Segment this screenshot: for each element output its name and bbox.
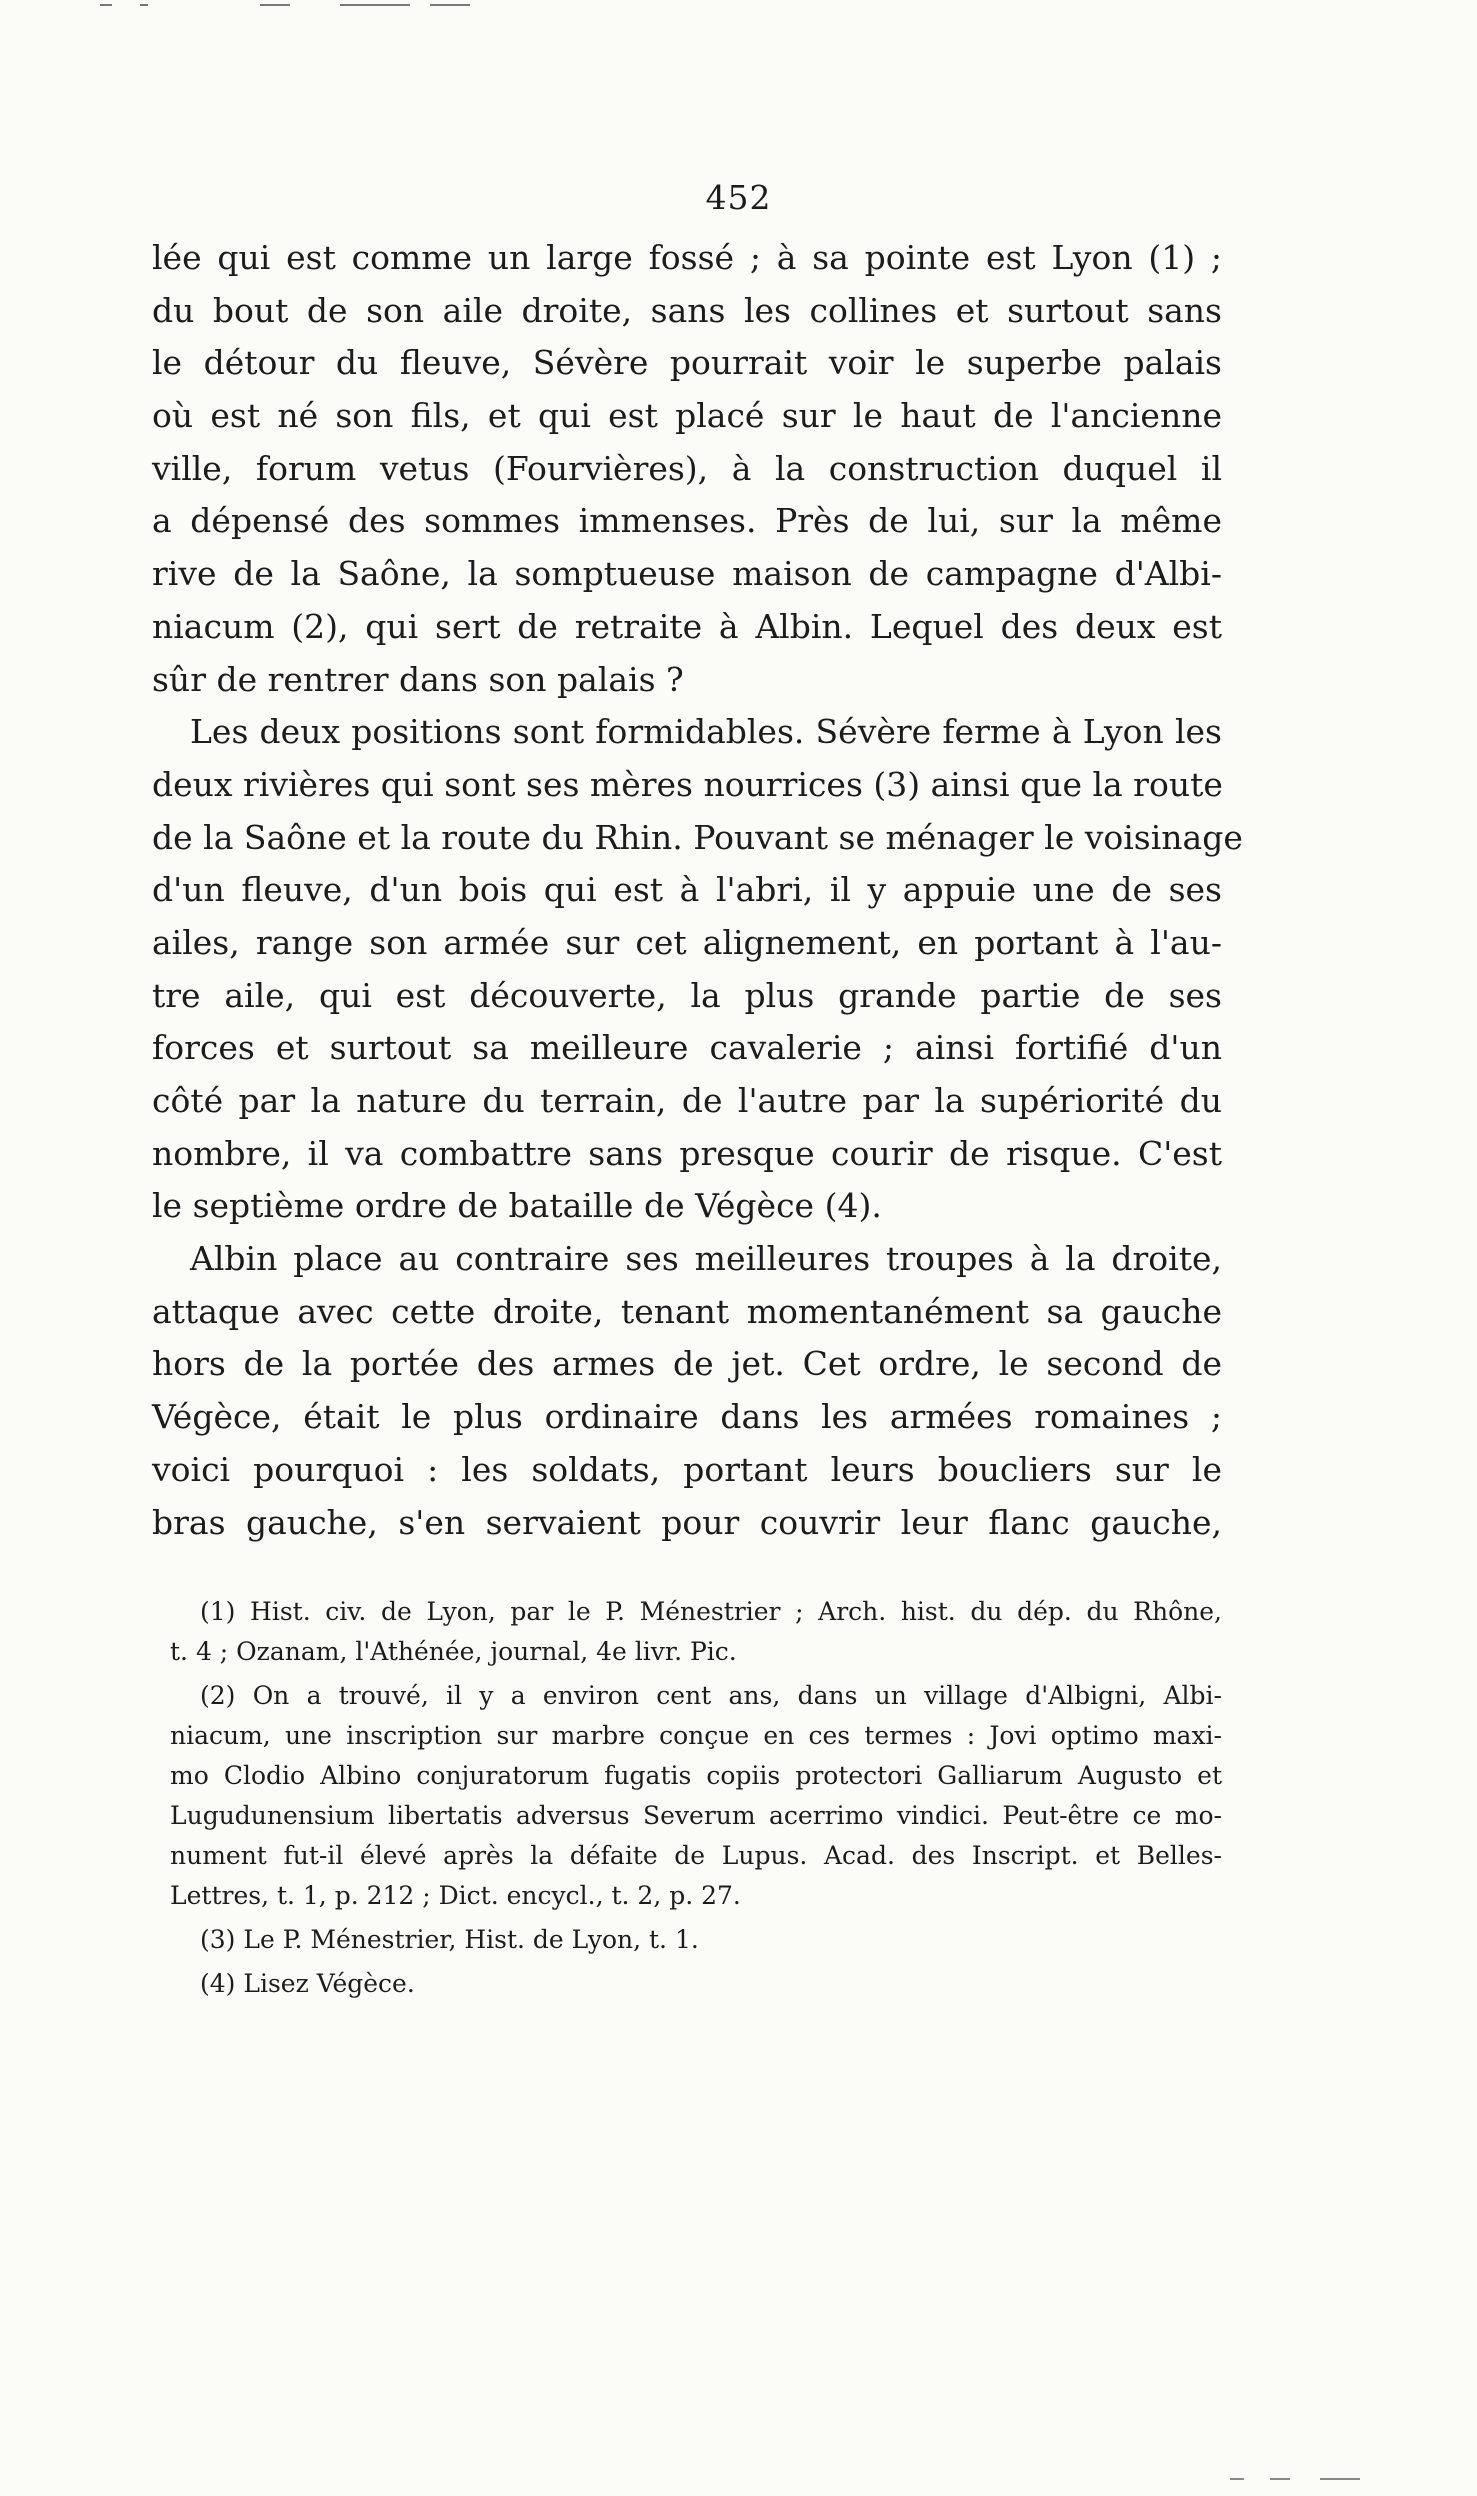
text-line: d'un fleuve, d'un bois qui est à l'abri, il y appuie une de ses [152,870,1222,910]
text-line: le septième ordre de bataille de Végèce (4). [152,1186,882,1226]
text-line: bras gauche, s'en servaient pour couvrir leur flanc gauche, [152,1502,1222,1542]
text-line: hors de la portée des armes de jet. Cet ordre, le second de [152,1344,1222,1384]
text-line: ville, forum vetus (Fourvières), à la construction duquel il [152,448,1222,488]
text-line: attaque avec cette droite, tenant momentanément sa gauche [152,1291,1222,1331]
text-line: voici pourquoi : les soldats, portant leurs boucliers sur le [152,1449,1222,1489]
text-line: où est né son fils, et qui est placé sur le haut de l'ancienne [152,396,1222,436]
footnote-line: Lettres, t. 1, p. 212 ; Dict. encycl., t. 2, p. 27. [170,1881,741,1910]
footnote-line: niacum, une inscription sur marbre conçue en ces termes : Jovi optimo maxi- [170,1721,1222,1750]
page-number: 452 [705,178,772,217]
scan-bottom-marks [1230,2478,1380,2482]
footnote-line: (4) Lisez Végèce. [200,1969,415,1998]
text-line: nombre, il va combattre sans presque courir de risque. C'est [152,1133,1222,1173]
text-line: le détour du fleuve, Sévère pourrait voir le superbe palais [152,343,1222,383]
text-line: du bout de son aile droite, sans les collines et surtout sans [152,290,1222,330]
text-line: a dépensé des sommes immenses. Près de lui, sur la même [152,501,1222,541]
text-line: deux rivières qui sont ses mères nourrices (3) ainsi que la route [152,764,1223,804]
footnote-line: nument fut-il élevé après la défaite de Lupus. Acad. des Inscript. et Belles- [170,1841,1222,1870]
footnotes [170,1592,1222,2004]
main-text [152,232,1243,1549]
text-line: Végèce, était le plus ordinaire dans les armées romaines ; [152,1397,1222,1437]
text-line: tre aile, qui est découverte, la plus grande partie de ses [152,975,1222,1015]
footnote-line: Lugudunensium libertatis adversus Severum acerrimo vindici. Peut-être ce mo- [170,1801,1222,1830]
footnote-line: (2) On a trouvé, il y a environ cent ans, dans un village d'Albigni, Albi- [200,1681,1222,1710]
text-line: lée qui est comme un large fossé ; à sa pointe est Lyon (1) ; [152,238,1222,277]
text-line: forces et surtout sa meilleure cavalerie ; ainsi fortifié d'un [152,1028,1222,1068]
text-line: Albin place au contraire ses meilleures troupes à la droite, [190,1239,1222,1279]
text-line: côté par la nature du terrain, de l'autre par la supériorité du [152,1081,1222,1120]
footnote-line: mo Clodio Albino conjuratorum fugatis copiis protectori Galliarum Augusto et [170,1761,1222,1790]
scan-edge-marks [100,4,520,10]
footnote-line: (1) Hist. civ. de Lyon, par le P. Ménestrier ; Arch. hist. du dép. du Rhône, [200,1597,1222,1626]
text-line: sûr de rentrer dans son palais ? [152,659,684,699]
text-line: Les deux positions sont formidables. Sévère ferme à Lyon les [190,712,1222,752]
footnote-line: t. 4 ; Ozanam, l'Athénée, journal, 4e livr. Pic. [170,1637,737,1666]
footnote-line: (3) Le P. Ménestrier, Hist. de Lyon, t. 1. [200,1925,699,1954]
text-line: niacum (2), qui sert de retraite à Albin. Lequel des deux est [152,606,1222,646]
text-line: de la Saône et la route du Rhin. Pouvant se ménager le voisinage [152,817,1243,857]
text-line: ailes, range son armée sur cet alignement, en portant à l'au- [152,922,1222,962]
text-line: rive de la Saône, la somptueuse maison de campagne d'Albi- [152,554,1222,594]
